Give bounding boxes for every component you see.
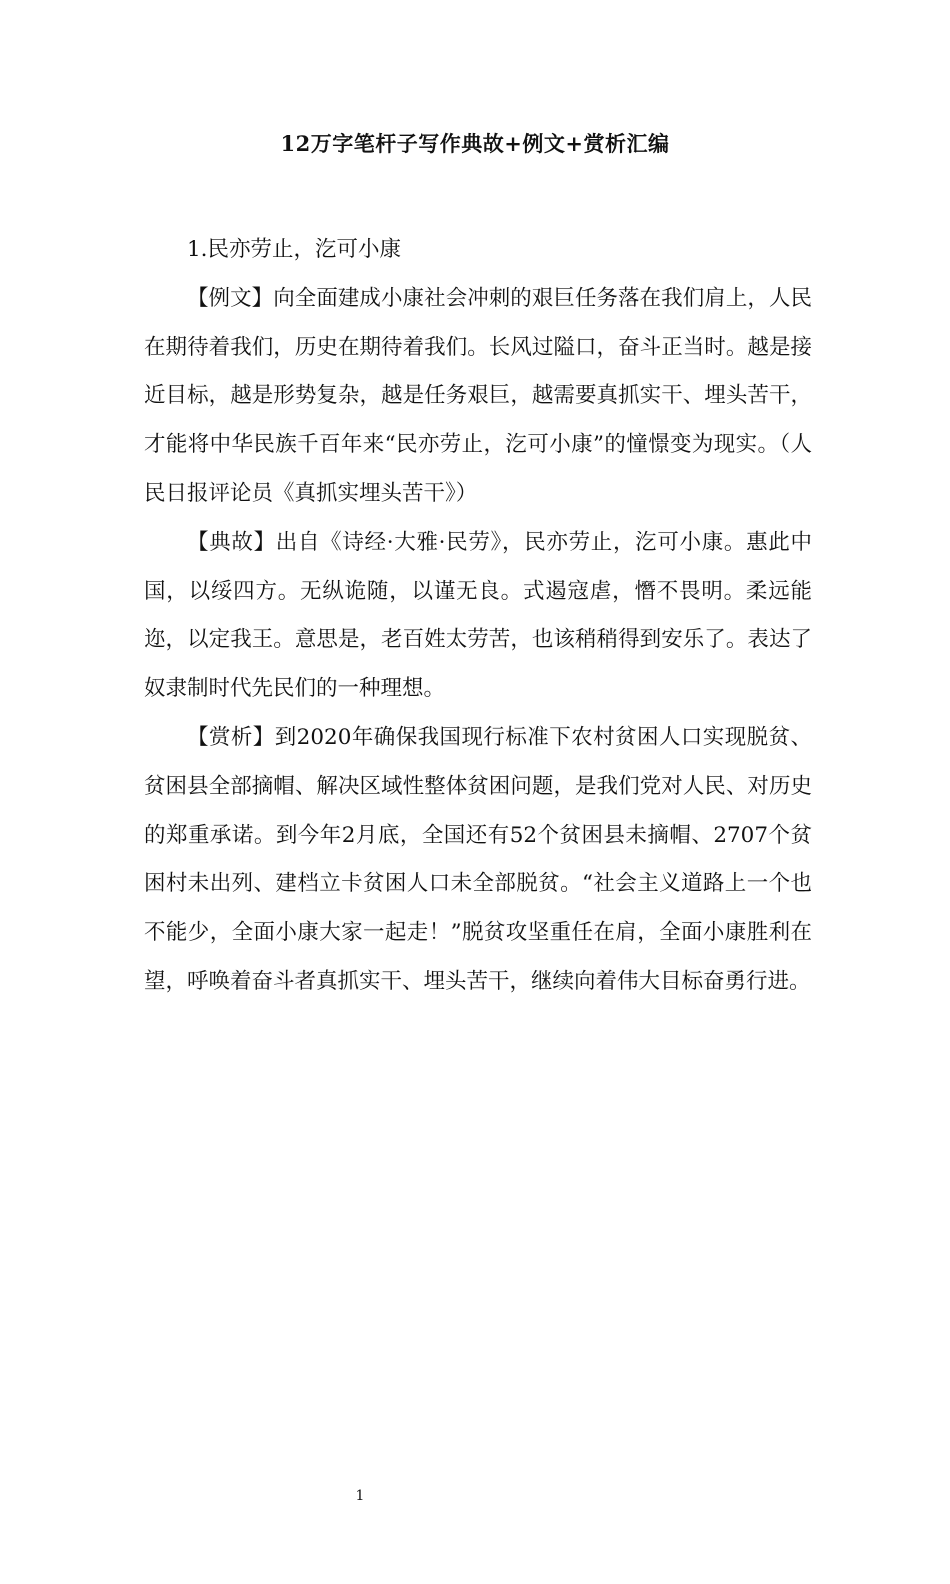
document-title: 12万字笔杆子写作典故+例文+赏析汇编 (280, 131, 670, 156)
page-number: 1 (355, 1488, 365, 1504)
analysis-paragraph: 【赏析】到2020年确保我国现行标准下农村贫困人口实现脱贫、贫困县全部摘帽、解决区域性整体贫困问题，是我们党对人民、对历史的郑重承诺。到今年2月底，全国还有52个贫困县未摘帽、2707个贫困村未出列、建档立卡贫困人口未全部脱贫。“社会主义道路上一个也不能少，全面小康大家一起走！”脱贫攻坚重任在肩，全面小康胜利在望，呼唤着奋斗者真抓实干、埋头苦干，继续向着伟大目标奋勇行进。 (144, 724, 812, 994)
allusion-paragraph: 【典故】出自《诗经·大雅·民劳》，民亦劳止，汔可小康。惠此中国，以绥四方。无纵诡随，以谨无良。式遏寇虐，憯不畏明。柔远能迩，以定我王。意思是，老百姓太劳苦，也该稍稍得到安乐了。表达了奴隶制时代先民们的一种理想。 (144, 529, 812, 702)
document-body (144, 226, 812, 1007)
section-heading: 1.民亦劳止，汔可小康 (187, 237, 402, 262)
example-paragraph: 【例文】向全面建成小康社会冲刺的艰巨任务落在我们肩上，人民在期待着我们，历史在期待着我们。长风过隘口，奋斗正当时。越是接近目标，越是形势复杂，越是任务艰巨，越需要真抓实干、埋头苦干，才能将中华民族千百年来“民亦劳止，汔可小康”的憧憬变为现实。（人民日报评论员《真抓实埋头苦干》） (144, 285, 812, 506)
